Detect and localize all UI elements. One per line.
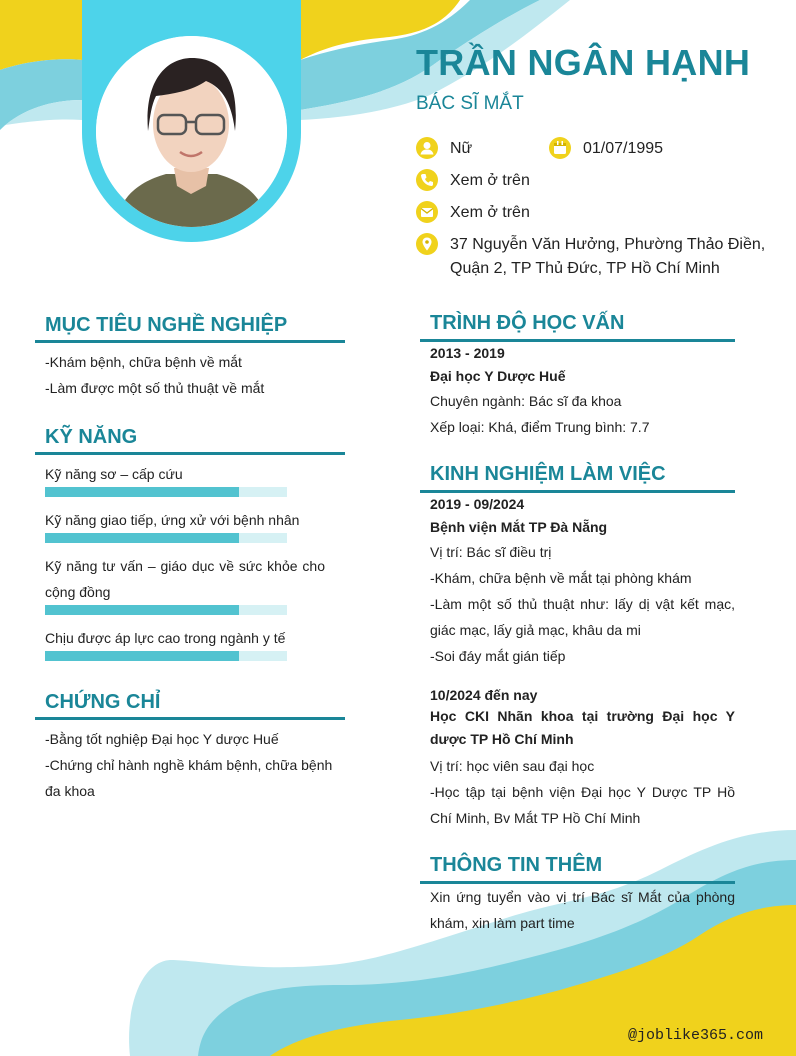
objective-divider bbox=[35, 340, 345, 343]
job-line: -Khám, chữa bệnh về mắt tại phòng khám bbox=[430, 570, 692, 586]
skill-label: Kỹ năng sơ – cấp cứu bbox=[45, 466, 183, 482]
certificate-line: -Bằng tốt nghiệp Đại học Y dược Huế bbox=[45, 731, 279, 747]
phone-icon bbox=[416, 169, 438, 191]
job-period: 2019 - 09/2024 bbox=[430, 496, 525, 512]
skill-bar-fill bbox=[45, 533, 239, 543]
address-line-1: 37 Nguyễn Văn Hưởng, Phường Thảo Điền, bbox=[450, 236, 766, 253]
dob-value: 01/07/1995 bbox=[583, 140, 664, 157]
job-title: BÁC SĨ MẮT bbox=[416, 93, 524, 114]
skill-bar bbox=[45, 605, 287, 615]
education-major: Chuyên ngành: Bác sĩ đa khoa bbox=[430, 393, 622, 409]
extra-info-text: Xin ứng tuyển vào vị trí Bác sĩ Mắt của phòng khám, xin làm part time bbox=[430, 889, 735, 931]
education-grade: Xếp loại: Khá, điểm Trung bình: 7.7 bbox=[430, 419, 650, 435]
skills-heading: KỸ NĂNG bbox=[45, 426, 138, 448]
certificates-divider bbox=[35, 717, 345, 720]
objective-heading: MỤC TIÊU NGHỀ NGHIỆP bbox=[45, 314, 288, 336]
phone-value: Xem ở trên bbox=[450, 172, 530, 189]
skill-bar-fill bbox=[45, 487, 239, 497]
experience-heading: KINH NGHIỆM LÀM VIỆC bbox=[430, 463, 666, 485]
certificate-line: -Chứng chỉ hành nghề khám bệnh, chữa bệnh đa khoa bbox=[45, 757, 333, 799]
certificates-heading: CHỨNG CHỈ bbox=[45, 691, 161, 713]
skill-bar-fill bbox=[45, 651, 239, 661]
job-line: -Học tập tại bệnh viện Đại học Y Dược TP Hồ Chí Minh, Bv Mắt TP Hồ Chí Minh bbox=[430, 784, 735, 826]
skill-bar bbox=[45, 487, 287, 497]
job-period: 10/2024 đến nay bbox=[430, 687, 538, 703]
address-line-2: Quận 2, TP Thủ Đức, TP Hồ Chí Minh bbox=[450, 260, 720, 277]
education-period: 2013 - 2019 bbox=[430, 345, 505, 361]
skills-divider bbox=[35, 452, 345, 455]
objective-line: -Làm được một số thủ thuật về mắt bbox=[45, 380, 265, 396]
gender-value: Nữ bbox=[450, 140, 473, 157]
skill-bar bbox=[45, 533, 287, 543]
job-line: Vị trí: học viên sau đại học bbox=[430, 758, 595, 774]
job-line: Vị trí: Bác sĩ điều trị bbox=[430, 544, 552, 560]
location-pin-icon bbox=[416, 233, 438, 255]
education-heading: TRÌNH ĐỘ HỌC VẤN bbox=[430, 312, 625, 334]
skill-label: Kỹ năng tư vấn – giáo dục về sức khỏe cho cộng đồng bbox=[45, 558, 325, 600]
job-line: -Soi đáy mắt gián tiếp bbox=[430, 648, 566, 664]
profile-photo bbox=[96, 36, 287, 227]
calendar-icon bbox=[549, 137, 571, 159]
watermark: @joblike365.com bbox=[627, 1027, 763, 1044]
full-name: TRẦN NGÂN HẠNH bbox=[416, 42, 751, 83]
job-line: -Làm một số thủ thuật như: lấy dị vật kết mạc, giác mạc, lấy giả mạc, khâu da mi bbox=[430, 596, 735, 638]
email-icon bbox=[416, 201, 438, 223]
skill-bar bbox=[45, 651, 287, 661]
skill-label: Chịu được áp lực cao trong ngành y tế bbox=[45, 630, 286, 646]
job-org: Học CKI Nhãn khoa tại trường Đại học Y dược TP Hồ Chí Minh bbox=[430, 708, 735, 747]
extra-info-heading: THÔNG TIN THÊM bbox=[430, 854, 603, 876]
skill-label: Kỹ năng giao tiếp, ứng xử với bệnh nhân bbox=[45, 512, 300, 528]
objective-line: -Khám bệnh, chữa bệnh về mắt bbox=[45, 354, 242, 370]
job-org: Bệnh viện Mắt TP Đà Nẵng bbox=[430, 519, 608, 535]
email-value: Xem ở trên bbox=[450, 204, 530, 221]
person-icon bbox=[416, 137, 438, 159]
education-school: Đại học Y Dược Huế bbox=[430, 368, 566, 384]
skill-bar-fill bbox=[45, 605, 239, 615]
